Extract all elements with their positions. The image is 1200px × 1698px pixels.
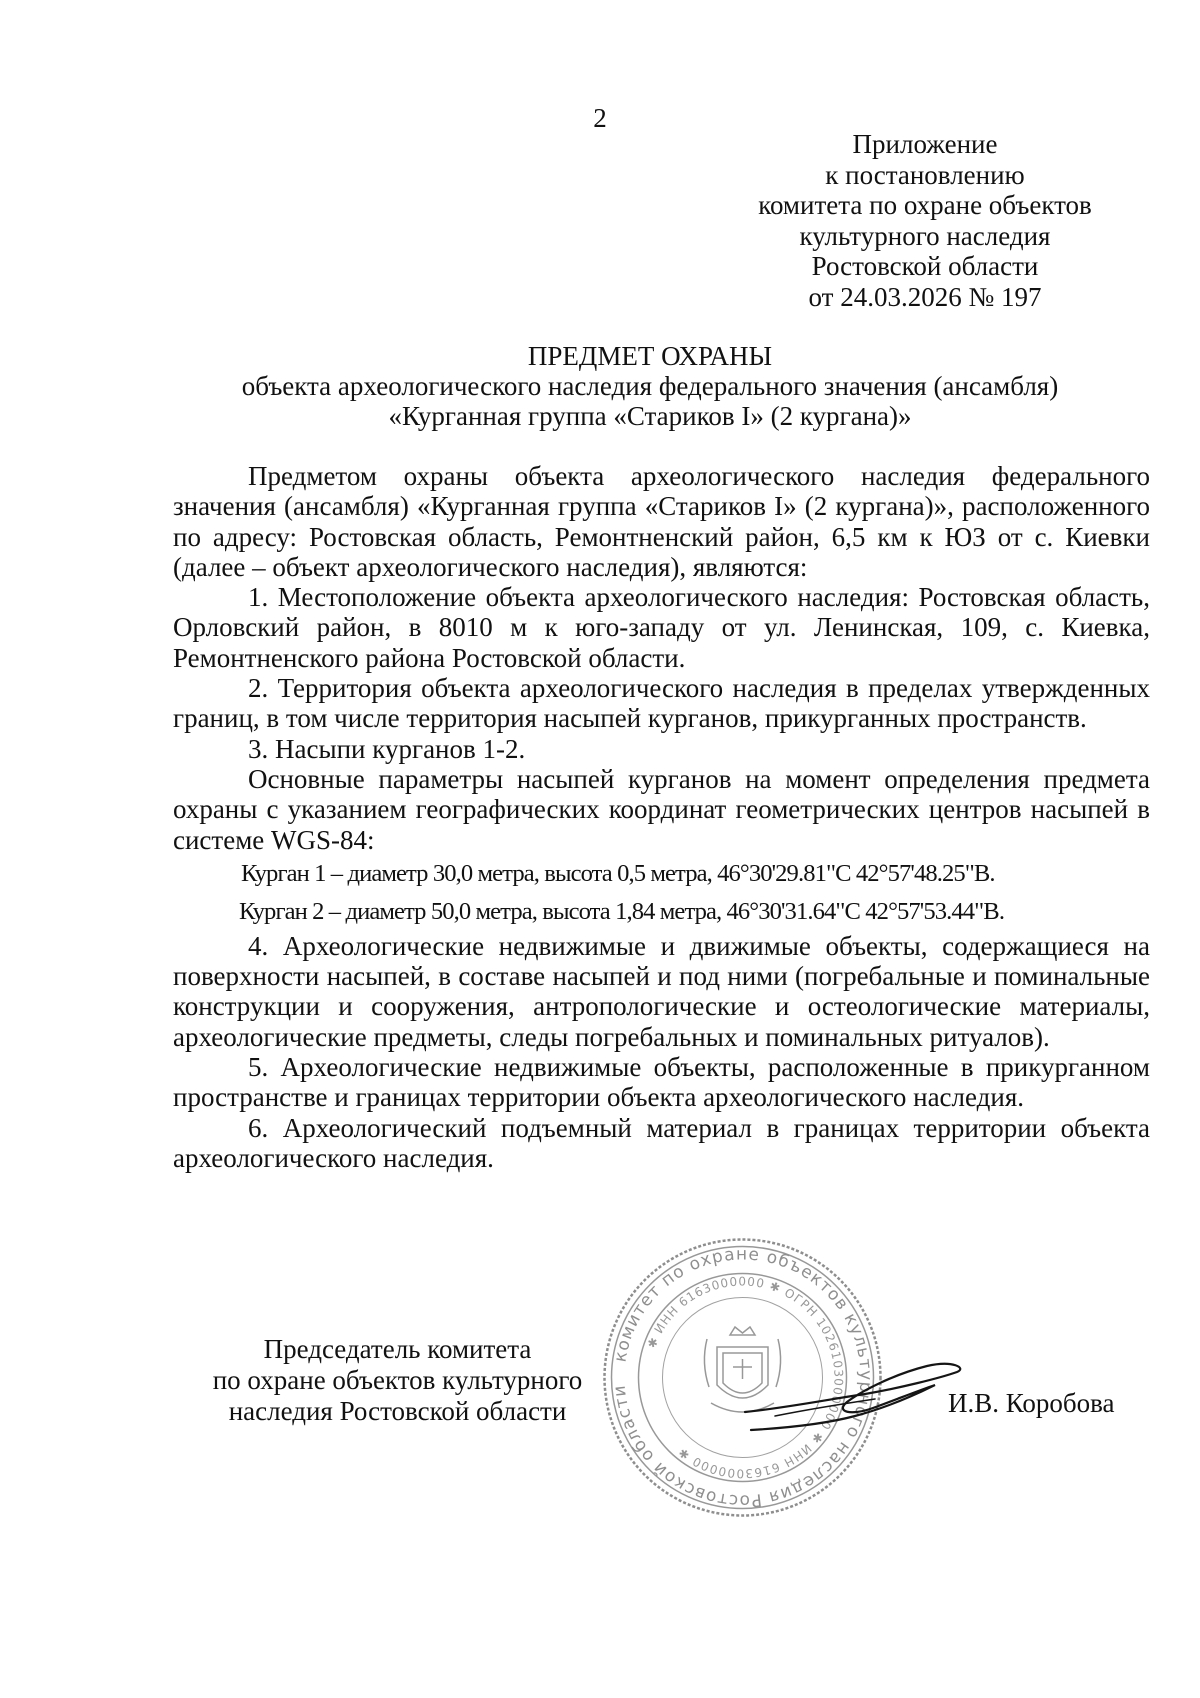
appendix-line: комитета по охране объектов <box>758 190 1092 220</box>
svg-text:✱ ИНН 6163000000 ✱ ОГРН 102610: ✱ ИНН 6163000000 ✱ ОГРН 1026103000000 ✱ ИНН 6163000000 ✱ <box>644 1274 846 1481</box>
item-surface-material: 6. Археологический подъемный материал в границах территории объекта археологического наследия. <box>173 1112 1150 1173</box>
document-title: ПРЕДМЕТ ОХРАНЫ <box>527 341 773 371</box>
appendix-line: культурного наследия <box>799 220 1051 251</box>
appendix-line: Приложение <box>852 129 998 159</box>
document-body <box>173 461 1150 1173</box>
document-subtitle-object-name: «Курганная группа «Стариков I» (2 кургана)» <box>388 401 912 431</box>
item-archaeological-objects: 4. Археологические недвижимые и движимые объекты, содержащиеся на поверхности насыпей, в составе насыпей и под ними (погребальные и поминальные конструкции и сооружения, антропологические и остеологические материалы, археологические предметы, следы погребальных и поминальных ритуалов). <box>173 930 1150 1052</box>
svg-text:комитет по охране объектов кул: комитет по охране объектов культурного наследия Ростовской области <box>609 1244 876 1511</box>
signatory-position-line: по охране объектов культурного <box>212 1365 583 1395</box>
signatory-position-line: наследия Ростовской области <box>228 1396 567 1426</box>
appendix-block <box>725 129 1125 312</box>
mound-parameters-intro: Основные параметры насыпей курганов на момент определения предмета охраны с указанием географических координат геометрических центров насыпей в системе WGS-84: <box>173 763 1150 855</box>
signatory-name: И.В. Коробова <box>948 1388 1115 1418</box>
signatory-position <box>175 1334 620 1427</box>
item-immovable-objects: 5. Археологические недвижимые объекты, расположенные в прикурганном пространстве и границах территории объекта археологического наследия. <box>173 1052 1150 1113</box>
document-subtitle: объекта археологического наследия федерального значения (ансамбля) <box>241 371 1059 401</box>
document-heading <box>170 341 1130 431</box>
page-number: 2 <box>593 103 607 133</box>
appendix-line: к постановлению <box>825 159 1025 190</box>
appendix-line: Ростовской области <box>811 251 1039 281</box>
appendix-date-number: от 24.03.2026 № 197 <box>808 281 1042 312</box>
item-territory: 2. Территория объекта археологического наследия в пределах утвержденных границ, в том числе территория насыпей курганов, прикурганных пространств. <box>173 673 1150 734</box>
signatory-position-line: Председатель комитета <box>263 1334 532 1364</box>
mound-1-parameters: Курган 1 – диаметр 30,0 метра, высота 0,5 метра, 46°30'29.81"С 42°57'48.25"В. <box>241 859 995 887</box>
mound-2-parameters: Курган 2 – диаметр 50,0 метра, высота 1,84 метра, 46°30'31.64"С 42°57'53.44"В. <box>239 897 1005 925</box>
item-mounds: 3. Насыпи курганов 1-2. <box>248 733 526 764</box>
item-location: 1. Местоположение объекта археологического наследия: Ростовская область, Орловский район, в 8010 м к юго-западу от ул. Ленинская, 109, с. Киевка, Ремонтненского района Ростовской области. <box>173 582 1150 673</box>
handwritten-signature <box>735 1350 965 1435</box>
intro-paragraph: Предметом охраны объекта археологического наследия федерального значения (ансамбля) «Курганная группа «Стариков I» (2 кургана)», расположенного по адресу: Ростовская область, Ремонтненский район, 6,5 км к ЮЗ от с. Киевки (далее – объект археологического наследия), являются: <box>173 461 1150 582</box>
